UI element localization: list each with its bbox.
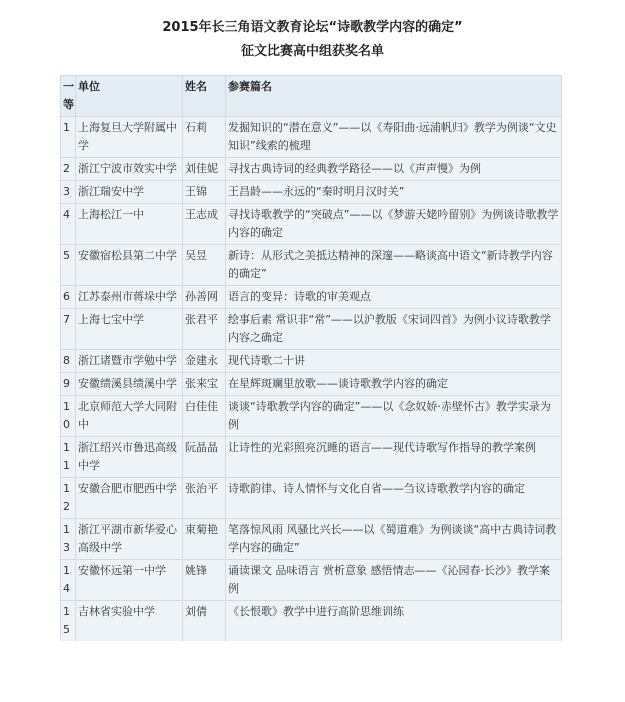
table-header-row bbox=[61, 76, 562, 117]
document-title: 2015年长三角语文教育论坛“诗歌教学内容的确定” bbox=[162, 20, 463, 35]
cell-name: 白佳佳 bbox=[183, 396, 226, 437]
cell-name: 张治平 bbox=[183, 478, 226, 519]
cell-rank: 4 bbox=[61, 204, 76, 245]
cell-unit: 上海复旦大学附属中学 bbox=[76, 117, 183, 158]
cell-unit: 安徽怀远第一中学 bbox=[76, 560, 183, 601]
cell-rank: 13 bbox=[61, 519, 76, 560]
cell-unit: 安徽宿松县第二中学 bbox=[76, 245, 183, 286]
header-rank: 一等 bbox=[61, 76, 76, 117]
cell-unit: 浙江绍兴市鲁迅高级中学 bbox=[76, 437, 183, 478]
cell-name: 金建永 bbox=[183, 350, 226, 373]
cell-unit: 江苏泰州市蒋垛中学 bbox=[76, 286, 183, 309]
cell-rank: 10 bbox=[61, 396, 76, 437]
header-unit: 单位 bbox=[76, 76, 183, 117]
cell-unit: 上海松江一中 bbox=[76, 204, 183, 245]
cell-rank: 3 bbox=[61, 181, 76, 204]
cell-rank: 8 bbox=[61, 350, 76, 373]
table-row bbox=[61, 601, 562, 642]
cell-unit: 安徽绩溪县绩溪中学 bbox=[76, 373, 183, 396]
cell-paper-title: 新诗：从形式之美抵达精神的深邃——略谈高中语文“新诗教学内容的确定” bbox=[226, 245, 562, 286]
cell-rank: 12 bbox=[61, 478, 76, 519]
table-row bbox=[61, 158, 562, 181]
cell-name: 刘倩 bbox=[183, 601, 226, 642]
table-row bbox=[61, 204, 562, 245]
table-row bbox=[61, 478, 562, 519]
cell-rank: 15 bbox=[61, 601, 76, 642]
cell-unit: 浙江宁波市效实中学 bbox=[76, 158, 183, 181]
table-row bbox=[61, 286, 562, 309]
cell-unit: 浙江诸暨市学勉中学 bbox=[76, 350, 183, 373]
cell-name: 王志成 bbox=[183, 204, 226, 245]
cell-paper-title: 寻找古典诗词的经典教学路径——以《声声慢》为例 bbox=[226, 158, 562, 181]
cell-unit: 浙江瑞安中学 bbox=[76, 181, 183, 204]
cell-name: 吴昱 bbox=[183, 245, 226, 286]
cell-name: 张君平 bbox=[183, 309, 226, 350]
table-row bbox=[61, 245, 562, 286]
header-paper-title: 参赛篇名 bbox=[226, 76, 562, 117]
cell-paper-title: 绘事后素 常识非“常”——以沪教版《宋词四首》为例小议诗歌教学内容之确定 bbox=[226, 309, 562, 350]
cell-paper-title: 发掘知识的“潜在意义”——以《寿阳曲·远浦帆归》教学为例谈“文史知识”线索的梳理 bbox=[226, 117, 562, 158]
table-row bbox=[61, 181, 562, 204]
table-row bbox=[61, 437, 562, 478]
table-row bbox=[61, 350, 562, 373]
cell-rank: 9 bbox=[61, 373, 76, 396]
cell-name: 姚锋 bbox=[183, 560, 226, 601]
cell-rank: 2 bbox=[61, 158, 76, 181]
cell-rank: 5 bbox=[61, 245, 76, 286]
document-subtitle: 征文比赛高中组获奖名单 bbox=[240, 44, 384, 59]
cell-paper-title: 诗歌韵律、诗人情怀与文化自省——刍议诗歌教学内容的确定 bbox=[226, 478, 562, 519]
cell-paper-title: 诵读课文 品味语言 赏析意象 感悟情志——《沁园春·长沙》教学案例 bbox=[226, 560, 562, 601]
cell-unit: 浙江平湖市新华爱心高级中学 bbox=[76, 519, 183, 560]
cell-rank: 6 bbox=[61, 286, 76, 309]
cell-rank: 7 bbox=[61, 309, 76, 350]
cell-paper-title: 《长恨歌》教学中进行高阶思维训练 bbox=[226, 601, 562, 642]
cell-name: 阮晶晶 bbox=[183, 437, 226, 478]
cell-paper-title: 语言的变异：诗歌的审美观点 bbox=[226, 286, 562, 309]
cell-unit: 北京师范大学大同附中 bbox=[76, 396, 183, 437]
table-row bbox=[61, 560, 562, 601]
cell-paper-title: 谈谈“诗歌教学内容的确定”——以《念奴娇·赤壁怀古》教学实录为例 bbox=[226, 396, 562, 437]
header-name: 姓名 bbox=[183, 76, 226, 117]
document-header bbox=[0, 18, 625, 62]
cell-name: 刘佳妮 bbox=[183, 158, 226, 181]
cell-paper-title: 笔落惊风雨 风骚比兴长——以《蜀道难》为例谈谈“高中古典诗词教学内容的确定” bbox=[226, 519, 562, 560]
cell-paper-title: 在星辉斑斓里放歌——谈诗歌教学内容的确定 bbox=[226, 373, 562, 396]
cell-rank: 14 bbox=[61, 560, 76, 601]
cell-paper-title: 寻找诗歌教学的“突破点”——以《梦游天姥吟留别》为例谈诗歌教学内容的确定 bbox=[226, 204, 562, 245]
cell-paper-title: 现代诗歌二十讲 bbox=[226, 350, 562, 373]
cell-paper-title: 让诗性的光彩照亮沉睡的语言——现代诗歌写作指导的教学案例 bbox=[226, 437, 562, 478]
table-row bbox=[61, 519, 562, 560]
cell-unit: 安徽合肥市肥西中学 bbox=[76, 478, 183, 519]
cell-name: 孙善网 bbox=[183, 286, 226, 309]
cell-rank: 11 bbox=[61, 437, 76, 478]
table-row bbox=[61, 117, 562, 158]
cell-paper-title: 王昌龄——永远的“秦时明月汉时关” bbox=[226, 181, 562, 204]
table-row bbox=[61, 309, 562, 350]
cell-unit: 吉林省实验中学 bbox=[76, 601, 183, 642]
table-body bbox=[61, 117, 562, 642]
cell-name: 束菊艳 bbox=[183, 519, 226, 560]
cell-name: 王锦 bbox=[183, 181, 226, 204]
cell-rank: 1 bbox=[61, 117, 76, 158]
cell-name: 张来宝 bbox=[183, 373, 226, 396]
cell-unit: 上海七宝中学 bbox=[76, 309, 183, 350]
table-row bbox=[61, 396, 562, 437]
award-table bbox=[60, 75, 562, 641]
cell-name: 石莉 bbox=[183, 117, 226, 158]
table-row bbox=[61, 373, 562, 396]
